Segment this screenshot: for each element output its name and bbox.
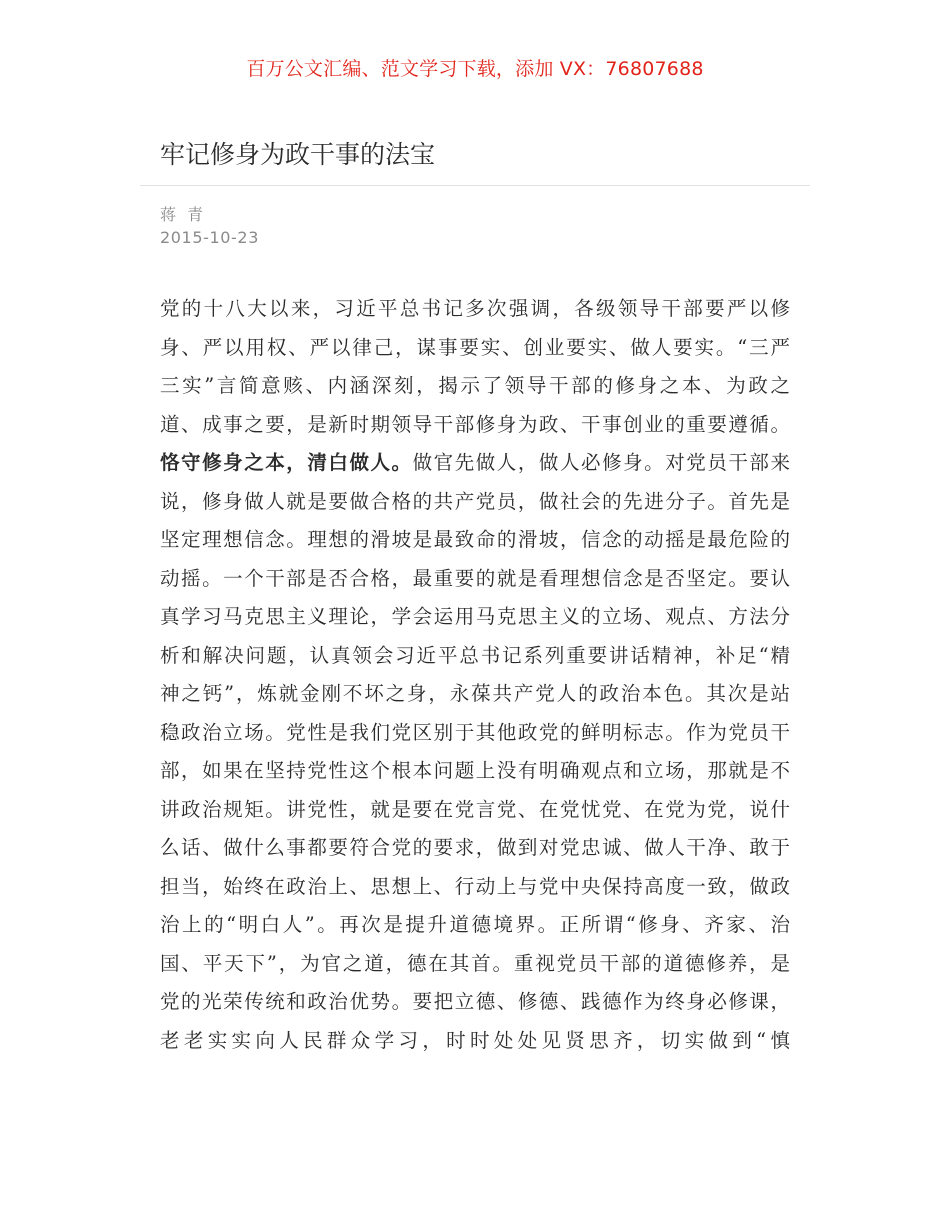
body-line: 身、严以用权、严以律己，谋事要实、创业要实、做人要实。“三严 — [160, 335, 790, 359]
section-intro-text: 做官先做人，做人必修身。对党员干部来 — [412, 451, 790, 474]
body-line: 说，修身做人就是要做合格的共产党员，做社会的先进分子。首先是 — [160, 489, 790, 513]
body-line: 么话、做什么事都要符合党的要求，做到对党忠诚、做人干净、敢于 — [160, 836, 790, 859]
section-line — [160, 444, 790, 483]
title-divider — [140, 185, 810, 186]
article-author: 蒋 青 — [160, 205, 207, 224]
body-line: 老老实实向人民群众学习，时时处处见贤思齐，切实做到“慎 — [160, 1028, 790, 1052]
body-line: 三实”言简意赅、内涵深刻，揭示了领导干部的修身之本、为政之 — [160, 374, 790, 397]
section-heading: 恪守修身之本，清白做人。 — [160, 451, 413, 474]
body-line: 讲政治规矩。讲党性，就是要在党言党、在党忧党、在党为党，说什 — [160, 797, 790, 821]
body-line: 稳政治立场。党性是我们党区别于其他政党的鲜明标志。作为党员干 — [160, 720, 790, 744]
body-line: 神之钙”，炼就金刚不坏之身，永葆共产党人的政治本色。其次是站 — [160, 682, 790, 705]
body-line: 真学习马克思主义理论，学会运用马克思主义的立场、观点、方法分 — [160, 605, 790, 628]
body-line: 析和解决问题，认真领会习近平总书记系列重要讲话精神，补足“精 — [160, 643, 790, 667]
body-line: 党的光荣传统和政治优势。要把立德、修德、践德作为终身必修课， — [160, 990, 790, 1013]
watermark-banner: 百万公文汇编、范文学习下载，添加 VX：76807688 — [246, 58, 704, 80]
body-line: 部，如果在坚持党性这个根本问题上没有明确观点和立场，那就是不 — [160, 759, 790, 782]
body-line: 道、成事之要，是新时期领导干部修身为政、干事创业的重要遵循。 — [160, 412, 790, 436]
article-date: 2015-10-23 — [160, 228, 259, 247]
body-line: 国、平天下”，为官之道，德在其首。重视党员干部的道德修养，是 — [160, 951, 790, 975]
body-line: 担当，始终在政治上、思想上、行动上与党中央保持高度一致，做政 — [160, 874, 790, 898]
body-line: 治上的“明白人”。再次是提升道德境界。正所谓“修身、齐家、治 — [160, 913, 790, 936]
article-body — [160, 290, 790, 1060]
article-title: 牢记修身为政干事的法宝 — [160, 140, 436, 169]
body-line: 动摇。一个干部是否合格，最重要的就是看理想信念是否坚定。要认 — [160, 566, 790, 590]
body-line: 坚定理想信念。理想的滑坡是最致命的滑坡，信念的动摇是最危险的 — [160, 528, 790, 551]
body-line: 党的十八大以来，习近平总书记多次强调，各级领导干部要严以修 — [160, 297, 790, 320]
